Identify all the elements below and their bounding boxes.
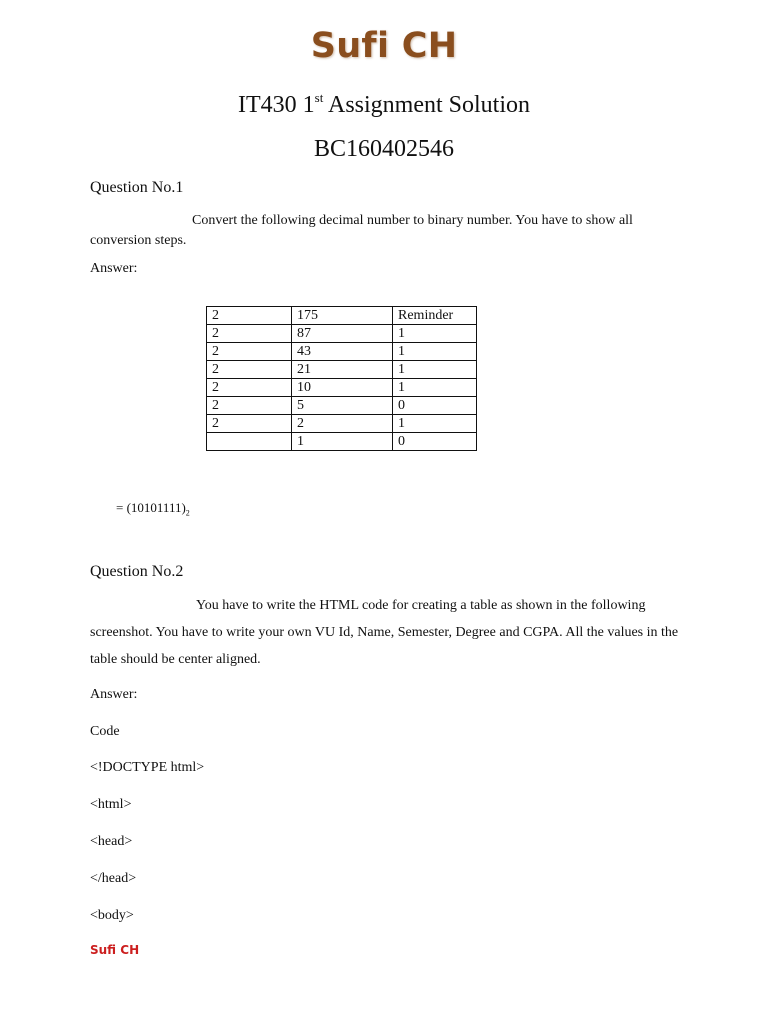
table-cell: 10	[292, 379, 393, 397]
table-row	[207, 343, 477, 361]
table-cell: 1	[393, 325, 477, 343]
title-superscript: st	[314, 90, 324, 105]
table-cell: 175	[292, 307, 393, 325]
table-cell: 1	[292, 433, 393, 451]
title-prefix: IT430 1	[237, 92, 315, 118]
logo-text: Sufi CH	[310, 26, 458, 66]
binary-result-base: 2	[185, 508, 190, 518]
table-row	[207, 361, 477, 379]
student-id: BC160402546	[313, 136, 454, 162]
question-2-text	[90, 592, 690, 673]
question-1-heading: Question No.1	[90, 179, 184, 196]
table-cell: 2	[207, 379, 292, 397]
table-cell: 1	[393, 361, 477, 379]
conversion-table	[206, 306, 477, 451]
question-1-body: Convert the following decimal number to binary number. You have to show all conversion steps.	[90, 213, 633, 248]
table-cell: Reminder	[393, 307, 477, 325]
code-line: <!DOCTYPE html>	[90, 760, 205, 775]
table-cell: 1	[393, 343, 477, 361]
title-suffix: Assignment Solution	[323, 92, 531, 118]
table-cell: 2	[207, 343, 292, 361]
question-2-answer-label: Answer:	[90, 687, 138, 702]
table-row	[207, 397, 477, 415]
binary-result	[116, 500, 190, 518]
table-cell: 2	[207, 397, 292, 415]
table-cell: 0	[393, 397, 477, 415]
table-cell: 21	[292, 361, 393, 379]
table-cell: 2	[292, 415, 393, 433]
binary-result-value: = (10101111)	[116, 500, 186, 515]
table-cell: 87	[292, 325, 393, 343]
footer-watermark: Sufi CH	[90, 943, 140, 957]
question-2-body: You have to write the HTML code for creating a table as shown in the following screenshot. You have to write your own VU Id, Name, Semester, Degree and CGPA. All the values in the table should be center aligned.	[90, 598, 679, 667]
table-cell: 2	[207, 361, 292, 379]
table-cell: 1	[393, 415, 477, 433]
table-cell: 1	[393, 379, 477, 397]
table-cell: 43	[292, 343, 393, 361]
table-cell: 2	[207, 325, 292, 343]
table-cell: 2	[207, 415, 292, 433]
table-cell: 2	[207, 307, 292, 325]
table-row	[207, 415, 477, 433]
code-label: Code	[90, 724, 120, 739]
code-line: </head>	[90, 871, 137, 886]
table-cell: 0	[393, 433, 477, 451]
code-line: <head>	[90, 834, 133, 849]
code-line: <html>	[90, 797, 132, 812]
table-row	[207, 325, 477, 343]
table-row	[207, 307, 477, 325]
question-1-answer-label: Answer:	[90, 261, 138, 276]
table-row	[207, 379, 477, 397]
question-2-heading: Question No.2	[90, 563, 184, 580]
code-line: <body>	[90, 908, 134, 923]
table-cell: 5	[292, 397, 393, 415]
assignment-title	[0, 92, 768, 119]
table-cell	[207, 433, 292, 451]
question-1-text	[90, 211, 690, 251]
table-row	[207, 433, 477, 451]
